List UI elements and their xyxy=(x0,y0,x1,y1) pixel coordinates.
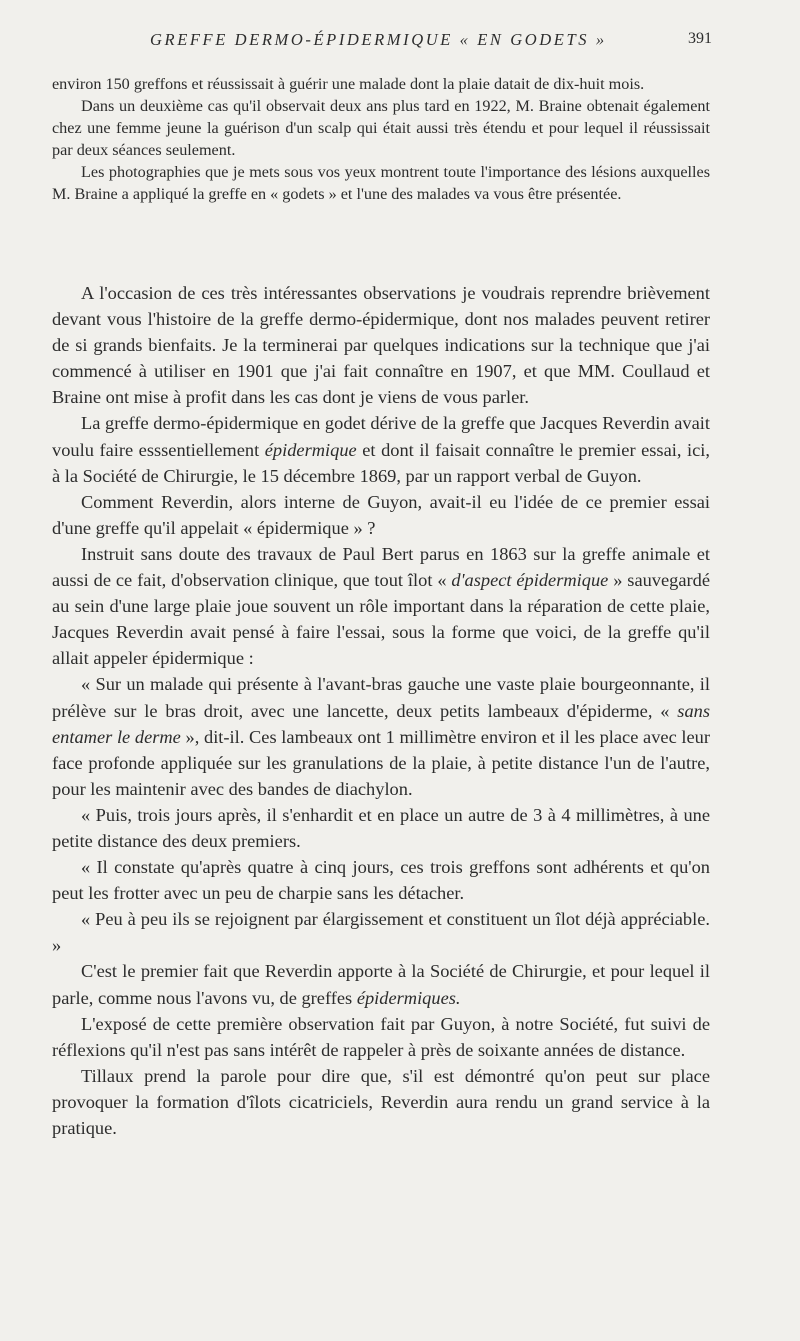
text-run: », dit-il. Ces lambeaux ont 1 millimètre environ et il les place avec leur face profonde appliquée sur les granulations de la plaie, à petite distance l'un de l'autre, pour les maintenir avec des bandes de diachylon. xyxy=(52,726,710,799)
text-run: La greffe dermo-épidermique en godet dérive de la greffe que Jacques Reverdin avait voulu faire esssentiellement xyxy=(52,413,710,460)
previous-section-text xyxy=(52,73,710,205)
paragraph: Tillaux prend la parole pour dire que, s'il est démontré qu'on peut sur place provoquer la formation d'îlots cicatriciels, Reverdin aura rendu un grand service à la pratique. xyxy=(52,1065,710,1138)
paragraph: Dans un deuxième cas qu'il observait deux ans plus tard en 1922, M. Braine obtenait également chez une femme jeune la guérison d'un scalp qui était aussi très étendu et pour lequel il réussissait par deux séances seulement. xyxy=(52,97,710,159)
paragraph: « Puis, trois jours après, il s'enhardit et en place un autre de 3 à 4 millimètres, à une petite distance des deux premiers. xyxy=(52,804,710,851)
running-title: GREFFE DERMO-ÉPIDERMIQUE « EN GODETS » xyxy=(150,30,607,49)
paragraph: environ 150 greffons et réussissait à guérir une malade dont la plaie datait de dix-huit mois. xyxy=(52,75,645,93)
text-run: C'est le premier fait que Reverdin apporte à la Société de Chirurgie, et pour lequel il parle, comme nous l'avons vu, de greffes xyxy=(52,961,710,1008)
paragraph: Comment Reverdin, alors interne de Guyon, avait-il eu l'idée de ce premier essai d'une greffe qu'il appelait « épidermique » ? xyxy=(52,491,710,538)
paragraph xyxy=(52,671,710,801)
paragraph xyxy=(52,958,710,1010)
main-text xyxy=(52,280,710,1141)
paragraph: « Peu à peu ils se rejoignent par élargissement et constituent un îlot déjà appréciable. » xyxy=(52,909,710,956)
italic-term: épidermique xyxy=(264,439,357,460)
italic-term: sans entamer le derme xyxy=(52,700,710,747)
text-run: et dont il faisait connaître le premier essai, ici, à la Société de Chirurgie, le 15 décembre 1869, par un rapport verbal de Guyon. xyxy=(52,439,710,486)
text-run: » sauvegardé au sein d'une large plaie joue souvent un rôle important dans la réparation de cette plaie, Jacques Reverdin avait pensé à faire l'essai, sous la forme que voici, de la greffe qu'il allait appeler épidermique : xyxy=(52,570,710,669)
page-number: 391 xyxy=(688,30,712,47)
page-header xyxy=(0,30,800,54)
paragraph: L'exposé de cette première observation fait par Guyon, à notre Société, fut suivi de réflexions qu'il n'est pas sans intérêt de rappeler à près de soixante années de distance. xyxy=(52,1013,710,1060)
italic-term: d'aspect épidermique xyxy=(451,570,609,591)
paragraph xyxy=(52,410,710,488)
paragraph: A l'occasion de ces très intéressantes observations je voudrais reprendre brièvement devant vous l'histoire de la greffe dermo-épidermique, dont nos malades peuvent retirer de si grands bienfaits. Je la terminerai par quelques indications sur la technique que j'ai commencé à utiliser en 1901 que j'ai fait connaître en 1907, et que MM. Coullaud et Braine ont mise à profit dans les cas dont je viens de vous parler. xyxy=(52,283,710,408)
italic-term: épidermiques. xyxy=(356,987,461,1008)
paragraph xyxy=(52,541,710,671)
paragraph: Les photographies que je mets sous vos yeux montrent toute l'importance des lésions auxquelles M. Braine a appliqué la greffe en « godets » et l'une des malades va vous être présentée. xyxy=(52,163,710,203)
paragraph: « Il constate qu'après quatre à cinq jours, ces trois greffons sont adhérents et qu'on peut les frotter avec un peu de charpie sans les détacher. xyxy=(52,857,710,904)
text-run: « Sur un malade qui présente à l'avant-bras gauche une vaste plaie bourgeonnante, il prélève sur le bras droit, avec une lancette, deux petits lambeaux d'épiderme, « xyxy=(52,674,710,721)
text-run: Instruit sans doute des travaux de Paul Bert parus en 1863 sur la greffe animale et aussi de ce fait, d'observation clinique, que tout îlot « xyxy=(52,543,710,591)
